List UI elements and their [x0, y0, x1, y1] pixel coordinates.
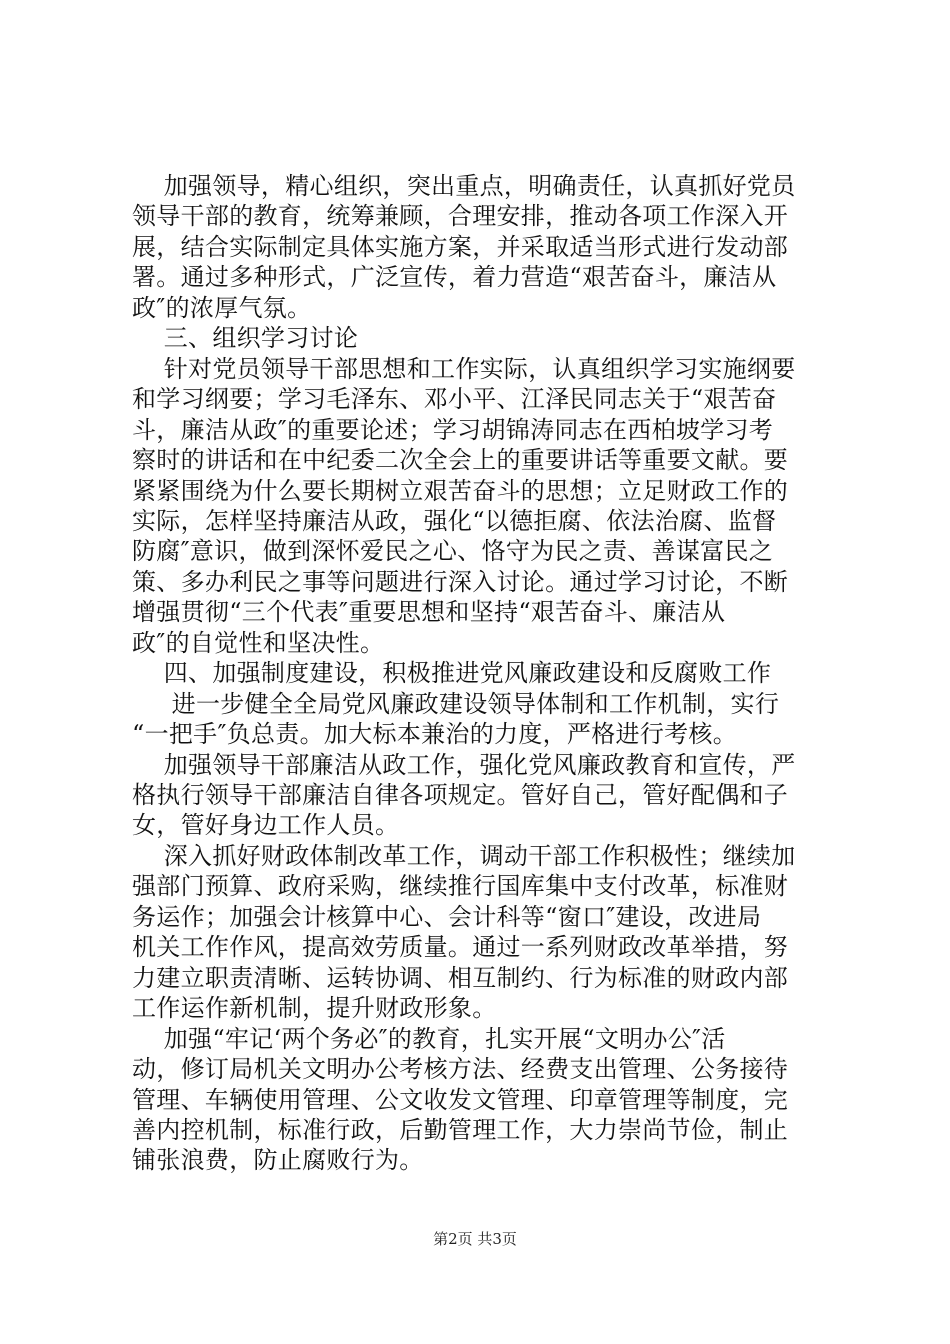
- text-line: 展，结合实际制定具体实施方案，并采取适当形式进行发动部: [132, 233, 789, 261]
- text-line: 格执行领导干部廉洁自律各项规定。管好自己，管好配偶和子: [132, 781, 789, 809]
- text-line: 增强贯彻“三个代表″重要思想和坚持“艰苦奋斗、廉洁从: [132, 598, 726, 626]
- text-line: 政″的浓厚气氛。: [132, 294, 312, 322]
- text-line: 善内控机制，标准行政，后勤管理工作，大力崇尚节俭，制止: [132, 1116, 789, 1144]
- text-line: 加强领导干部廉洁从政工作，强化党风廉政教育和宣传，严: [132, 751, 796, 779]
- text-line: 署。通过多种形式，广泛宣传，着力营造“艰苦奋斗，廉洁从: [132, 263, 777, 291]
- text-line: 力建立职责清晰、运转协调、相互制约、行为标准的财政内部: [132, 964, 789, 992]
- text-line: 斗，廉洁从政″的重要论述；学习胡锦涛同志在西柏坡学习考: [132, 416, 774, 444]
- text-line: 强部门预算、政府采购，继续推行国库集中支付改革，标准财: [132, 872, 789, 900]
- text-line: 策、多办利民之事等问题进行深入讨论。通过学习讨论，不断: [132, 568, 789, 596]
- text-line: 铺张浪费，防止腐败行为。: [132, 1146, 424, 1174]
- text-line: 工作运作新机制，提升财政形象。: [132, 994, 497, 1022]
- text-line: 察时的讲话和在中纪委二次全会上的重要讲话等重要文献。要: [132, 446, 789, 474]
- text-line: 务运作；加强会计核算中心、会计科等“窗口″建设，改进局: [132, 903, 762, 931]
- text-line: 针对党员领导干部思想和工作实际，认真组织学习实施纲要: [132, 355, 796, 383]
- text-line: 女，管好身边工作人员。: [132, 811, 400, 839]
- text-line: 管理、车辆使用管理、公文收发文管理、印章管理等制度，完: [132, 1086, 789, 1114]
- text-line: 防腐″意识，做到深怀爱民之心、恪守为民之责、善谋富民之: [132, 537, 774, 565]
- text-line: 加强“牢记‘两个务必″的教育，扎实开展“文明办公″活: [132, 1025, 726, 1053]
- page-number-footer: 第2页 共3页: [433, 1230, 517, 1248]
- text-line: 政″的自觉性和坚决性。: [132, 629, 385, 657]
- text-line: 实际，怎样坚持廉洁从政，强化“以德拒腐、依法治腐、监督: [132, 507, 777, 535]
- text-line: 和学习纲要；学习毛泽东、邓小平、江泽民同志关于“艰苦奋: [132, 385, 777, 413]
- text-line: 加强领导，精心组织，突出重点，明确责任，认真抓好党员: [132, 172, 796, 200]
- text-line: 紧紧围绕为什么要长期树立艰苦奋斗的思想；立足财政工作的: [132, 477, 789, 505]
- section-heading: 四、加强制度建设，积极推进党风廉政建设和反腐败工作: [132, 659, 772, 687]
- text-line: 机关工作作风，提高效劳质量。通过一系列财政改革举措，努: [132, 933, 789, 961]
- section-heading: 三、组织学习讨论: [132, 324, 359, 352]
- text-line: 进一步健全全局党风廉政建设领导体制和工作机制，实行: [132, 690, 780, 718]
- text-line: 领导干部的教育，统筹兼顾，合理安排，推动各项工作深入开: [132, 202, 789, 230]
- text-line: 动，修订局机关文明办公考核方法、经费支出管理、公务接待: [132, 1055, 789, 1083]
- text-line: “一把手″负总责。加大标本兼治的力度，严格进行考核。: [132, 720, 738, 748]
- text-line: 深入抓好财政体制改革工作，调动干部工作积极性；继续加: [132, 842, 796, 870]
